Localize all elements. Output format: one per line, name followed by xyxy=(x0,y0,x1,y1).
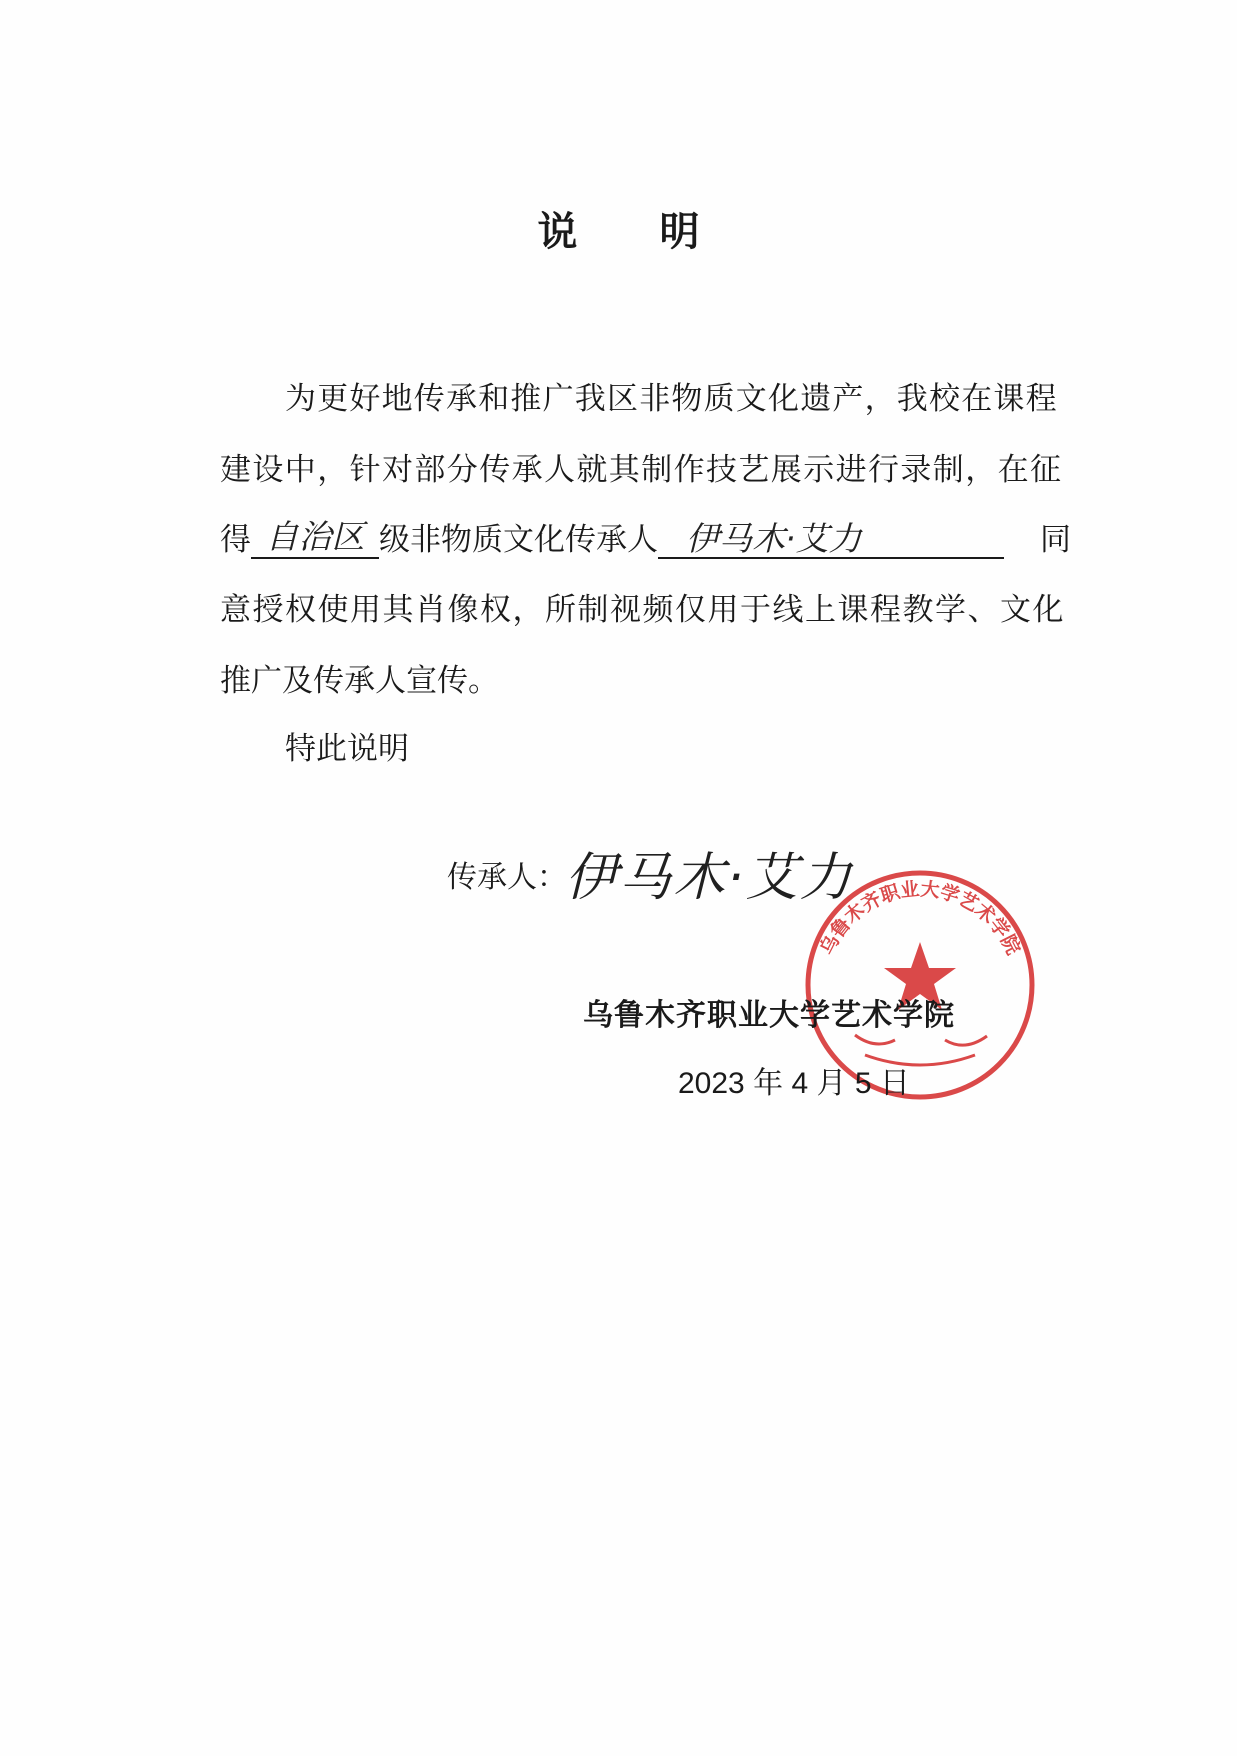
name-blank xyxy=(658,519,1004,559)
name-handwritten: 伊马木·艾力 xyxy=(686,519,862,558)
paragraph-line-4: 意授权使用其肖像权，所制视频仅用于线上课程教学、文化 xyxy=(220,592,1065,628)
date-month: 4 xyxy=(791,1067,809,1100)
paragraph-line-2: 建设中，针对部分传承人就其制作技艺展示进行录制，在征 xyxy=(220,452,1063,488)
document-date xyxy=(678,1058,910,1102)
line3-suffix: 同 xyxy=(1040,522,1071,558)
closing-text: 特此说明 xyxy=(285,731,409,767)
document-title: 说 明 xyxy=(537,208,734,255)
paragraph-line-3 xyxy=(220,514,1080,559)
seal-text: 乌鲁木齐职业大学艺术学院 xyxy=(815,878,1025,959)
region-blank xyxy=(251,517,379,559)
date-month-unit: 月 xyxy=(816,1067,847,1100)
date-year-unit: 年 xyxy=(753,1067,784,1100)
organization-name: 乌鲁木齐职业大学艺术学院 xyxy=(583,998,955,1033)
inheritor-label: 传承人： xyxy=(447,860,567,895)
line3-prefix: 得 xyxy=(220,522,251,558)
date-day: 5 xyxy=(854,1067,872,1100)
region-handwritten: 自治区 xyxy=(265,517,365,556)
date-day-unit: 日 xyxy=(879,1067,910,1100)
line3-mid: 级非物质文化传承人 xyxy=(379,522,658,558)
inheritor-signature: 伊马木·艾力 xyxy=(565,848,854,908)
paragraph-line-1: 为更好地传承和推广我区非物质文化遗产，我校在课程 xyxy=(285,381,1058,417)
paragraph-line-5: 推广及传承人宣传。 xyxy=(220,663,499,699)
date-year: 2023 xyxy=(678,1067,745,1100)
